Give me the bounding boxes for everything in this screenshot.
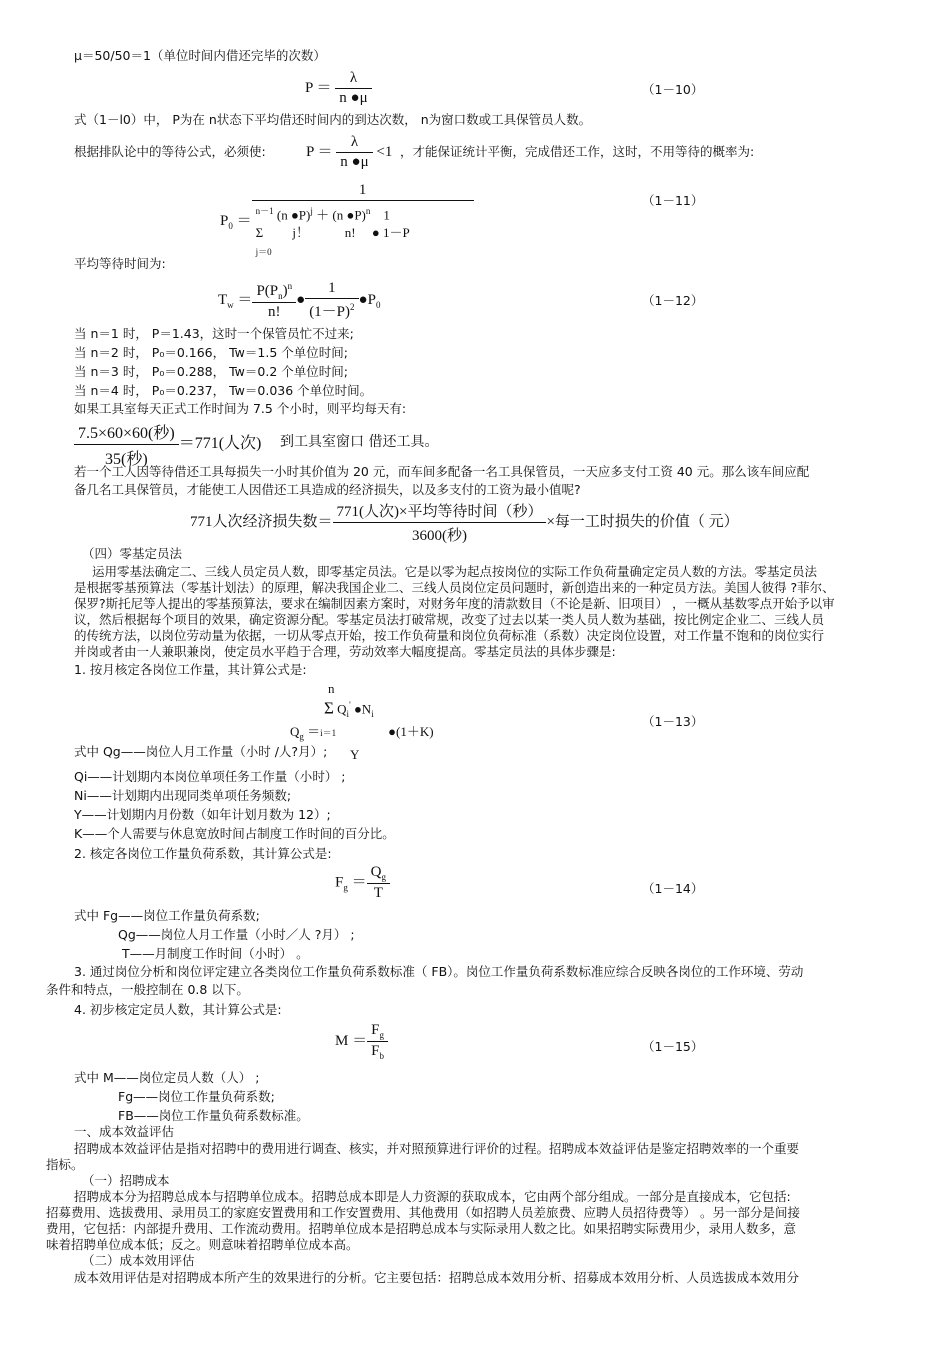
eq-number-10: （1－10） [642,82,704,97]
case-n2: 当 n＝2 时， P₀＝0.166， Tw＝1.5 个单位时间; [74,345,348,360]
def-qg-2: Qg——岗位人月工作量（小时／人 ?月） ; [118,927,355,942]
p-explanation: 式（1－l0）中， P为在 n状态下平均借还时间内的到达次数， n为窗口数或工具保管员人数。 [74,112,592,127]
loss-formula-left: 771人次经济损失数＝ [190,513,333,530]
recruit-cost-4: 味着招聘单位成本低；反之。则意味着招聘单位成本高。 [46,1237,359,1252]
daily-count-tail: 到工具室窗口 借还工具。 [280,434,439,450]
definitions-1-15 [74,1068,309,1125]
step-2: 2. 核定各岗位工作量负荷系数，其计算公式是: [74,846,332,861]
formula-1-11: $P_0$ ＝ 1 $^{n-1}$ (n ●P)$^j$ ＋ (n ●P)$^n$ 1 Σ j！ n! ● 1－P j＝0 [220,182,474,261]
formula-1-13: n Σ $Q_i'$ $●N_i$ $Q_g =i=1$ ●(1＋K) Y [290,681,434,762]
eq-number-14: （1－14） [642,881,704,896]
def-qg: 式中 Qg——岗位人月工作量（小时 /人?月）; [74,744,328,759]
step-1: 1. 按月核定各岗位工作量，其计算公式是: [74,662,307,677]
def-qi: Qi——计划期内本岗位单项任务工作量（小时） ; [74,769,346,784]
section-recruit-cost-title: （一）招聘成本 [82,1173,170,1188]
loss-formula-right: ×每一工时损失的价值（ 元） [546,513,739,530]
formula-loss [190,500,739,545]
queue-condition-post: ，才能保证统计平衡，完成借还工作，这时，不用等待的概率为: [400,144,755,159]
case-n1: 当 n＝1 时， P＝1.43，这时一个保管员忙不过来; [74,326,354,341]
formula-1-10: P ＝ $\frac{\lambda}{n ●\mu}$ [305,70,372,107]
def-fg-2: Fg——岗位工作量负荷系数; [118,1089,275,1104]
zero-para-1: 运用零基法确定二、三线人员定员人数，即零基定员法。它是以零为起点按岗位的实际工作负荷量确定定员人数的方法。零基定员法 [92,564,818,579]
def-m: 式中 M——岗位定员人数（人） ; [74,1070,260,1085]
def-fb: FB——岗位工作量负荷系数标准。 [118,1108,309,1123]
queue-condition-pre: 根据排队论中的等待公式，必须使: [74,144,266,159]
case-n4: 当 n＝4 时， P₀＝0.237， Tw＝0.036 个单位时间。 [74,383,373,398]
recruit-cost-3: 费用，它包括：内部提升费用、工作流动费用。招聘单位成本是招聘总成本与实际录用人数之比。如果招聘实际费用少，录用人数多，意 [46,1221,797,1236]
avg-wait-label: 平均等待时间为: [74,256,166,271]
cost-para-1: 招聘成本效益评估是指对招聘中的费用进行调查、核实，并对照预算进行评价的过程。招聘成本效益评估是鉴定招聘效率的一个重要 [74,1141,800,1156]
definitions-1-13 [74,742,395,843]
recruit-cost-2: 招募费用、选拔费用、录用员工的家庭安置费用和工作安置费用、其他费用（如招聘人员差旅费、应聘人员招待费等） 。另一部分是间接 [46,1205,800,1220]
step-3: 3. 通过岗位分析和岗位评定建立各类岗位工作量负荷系数标准（ FB）。岗位工作量负荷系数标准应综合反映各岗位的工作环境、劳动 [74,964,804,979]
recruit-cost-1: 招聘成本分为招聘总成本与招聘单位成本。招聘总成本即是人力资源的获取成本，它由两个部分组成。一部分是直接成本，它包括: [74,1189,791,1204]
section-zero-title: （四）零基定员法 [82,546,183,561]
def-y: Y——计划期内月份数（如年计划月数为 12）; [74,807,331,822]
step-3-cont: 条件和特点，一般控制在 0.8 以下。 [46,982,249,997]
cost-para-2: 指标。 [46,1157,84,1172]
formula-1-12: $T_w$ ＝ $\frac{P(P_n)^n}{n!}$ ● $\frac{1}{(1-P)^2}$ $●P_0$ [218,280,381,320]
zero-para-2: 是根据零基预算法（零基计划法）的原理，解决我国企业二、三线人员岗位定员问题时，新创造出来的一种定员方法。美国人彼得 ?菲尔、 [74,580,835,595]
def-t: T——月制度工作时间（小时） 。 [122,946,309,961]
eq-number-11: （1－11） [642,193,704,208]
zero-para-6: 并岗或者由一人兼职兼岗，使定员水平趋于合理，劳动效率大幅度提高。零基定员法的具体步骤是: [74,644,616,659]
eq-number-15: （1－15） [642,1039,704,1054]
formula-queue-condition: P ＝ $\frac{\lambda}{n ●\mu}$ <1 [306,134,393,170]
zero-para-3: 保罗?斯托尼等人提出的零基预算法，要求在编制因素方案时，对财务年度的清款数目（不论是新、旧项目） ，一概从基数零点开始予以审 [74,596,835,611]
definitions-1-14 [74,906,355,963]
def-ni: Ni——计划期内出现同类单项任务频数; [74,788,292,803]
zero-para-5: 的传统方法，以岗位劳动量为依据，一切从零点开始，按工作负荷量和岗位负荷标准（系数）决定岗位设置，对工作量不饱和的岗位实行 [74,628,825,643]
zero-para-4: 议，然后根据每个项目的效果，确定资源分配。零基定员法打破常规，改变了过去以某一类人员人数为基础，按比例定企业二、三线人员 [74,612,825,627]
loss-question-2: 备几名工具保管员，才能使工人因借还工具造成的经济损失，以及多支付的工资为最小值呢? [74,482,581,497]
loss-question-1: 若一个工人因等待借还工具每损失一小时其价值为 20 元，而车间多配备一名工具保管员，一天应多支付工资 40 元。那么该车间应配 [74,464,810,479]
eq-number-13: （1－13） [642,714,704,729]
formula-1-15: M ＝ $\frac{F_g}{F_b}$ [335,1022,388,1061]
eq-number-12: （1－12） [642,293,704,308]
formula-daily-count: $\frac{\text{7.5×60×60(秒)}}{\text{35(秒)}}$ ＝771(人次) [74,420,261,469]
formula-1-14: $F_g$ ＝ $\frac{Q_g}{T}$ [335,864,390,902]
section-cost-effect-title: （二）成本效用评估 [82,1253,195,1268]
mu-definition: μ＝50/50＝1（单位时间内借还完毕的次数） [74,48,326,63]
section-cost-title: 一、成本效益评估 [74,1124,175,1139]
case-n3: 当 n＝3 时， P₀＝0.288， Tw＝0.2 个单位时间; [74,364,348,379]
def-fg: 式中 Fg——岗位工作量负荷系数; [74,908,260,923]
cost-effect-1: 成本效用评估是对招聘成本所产生的效果进行的分析。它主要包括：招聘总成本效用分析、招募成本效用分析、人员选拔成本效用分 [74,1270,800,1285]
step-4: 4. 初步核定定员人数，其计算公式是: [74,1002,282,1017]
loss-formula-numerator: 771(人次)×平均等待时间（秒） [333,500,547,523]
def-k: K——个人需要与休息宽放时间占制度工作时间的百分比。 [74,826,395,841]
workday-line: 如果工具室每天正式工作时间为 7.5 个小时，则平均每天有: [74,401,407,416]
loss-formula-denominator: 3600(秒) [411,528,467,544]
